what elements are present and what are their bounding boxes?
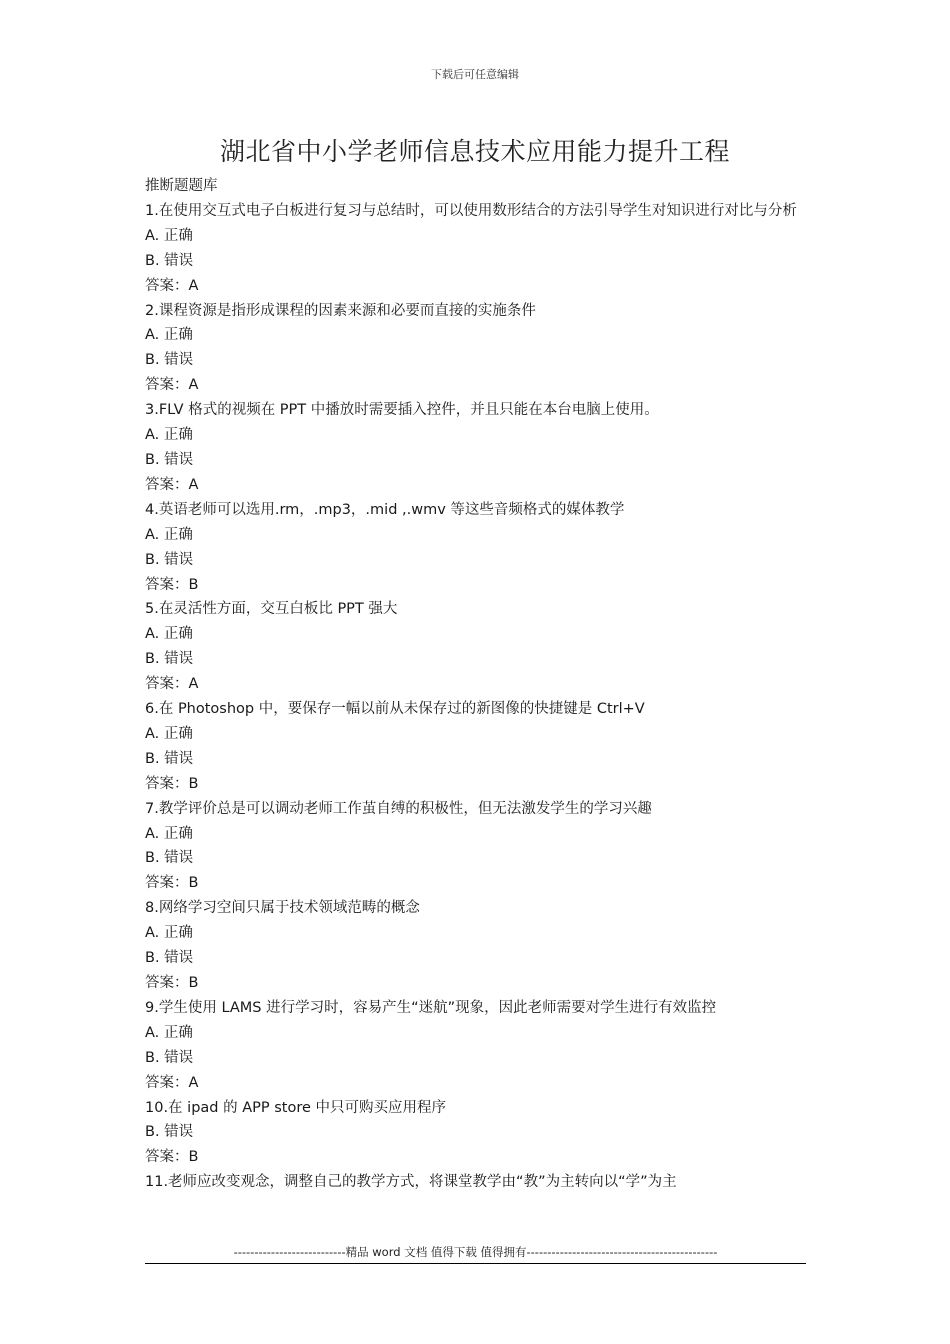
option-b: B. 错误: [145, 950, 194, 967]
answer-line: 答案：B: [145, 875, 199, 892]
option-b: B. 错误: [145, 352, 194, 369]
answer-line: 答案：A: [145, 676, 199, 693]
option-b: B. 错误: [145, 252, 194, 269]
footer-divider: [145, 1263, 806, 1264]
question-text: 1.在使用交互式电子白板进行复习与总结时，可以使用数形结合的方法引导学生对知识进行对比与分析: [145, 202, 797, 219]
option-a: A. 正确: [145, 825, 193, 842]
option-a: A. 正确: [145, 227, 193, 244]
answer-line: 答案：A: [145, 476, 199, 493]
answer-line: 答案：A: [145, 277, 199, 294]
question-text: 7.教学评价总是可以调动老师工作茧自缚的积极性，但无法激发学生的学习兴趣: [145, 800, 652, 817]
question-list: [145, 174, 810, 1195]
answer-line: 答案：A: [145, 1074, 199, 1091]
option-b: B. 错误: [145, 1049, 194, 1066]
answer-line: 答案：B: [145, 576, 199, 593]
option-b: B. 错误: [145, 551, 194, 568]
option-b: B. 错误: [145, 1124, 194, 1141]
question-text: 9.学生使用 LAMS 进行学习时，容易产生“迷航”现象，因此老师需要对学生进行有效监控: [145, 999, 717, 1016]
option-b: B. 错误: [145, 750, 194, 767]
option-a: A. 正确: [145, 327, 193, 344]
document-title: 湖北省中小学老师信息技术应用能力提升工程: [219, 137, 730, 166]
answer-line: 答案：A: [145, 377, 199, 394]
question-text: 2.课程资源是指形成课程的因素来源和必要而直接的实施条件: [145, 302, 536, 319]
option-a: A. 正确: [145, 1024, 193, 1041]
question-text: 5.在灵活性方面，交互白板比 PPT 强大: [145, 601, 398, 618]
option-b: B. 错误: [145, 451, 194, 468]
answer-line: 答案：B: [145, 1149, 199, 1166]
answer-line: 答案：B: [145, 975, 199, 991]
question-text: 3.FLV 格式的视频在 PPT 中播放时需要插入控件，并且只能在本台电脑上使用。: [145, 402, 659, 419]
section-label: 推断题题库: [145, 178, 218, 194]
option-a: A. 正确: [145, 626, 193, 643]
option-a: A. 正确: [145, 526, 193, 543]
page-footer: ---------------------------精品 word 文档 值得下载 值得拥有----------------------------------------------: [233, 1245, 718, 1259]
header-note: 下载后可任意编辑: [431, 68, 519, 81]
answer-line: 答案：B: [145, 775, 199, 792]
option-b: B. 错误: [145, 850, 194, 867]
question-text: 6.在 Photoshop 中，要保存一幅以前从未保存过的新图像的快捷键是 Ctrl+V: [145, 701, 645, 718]
question-text: 4.英语老师可以选用.rm，.mp3，.mid ,.wmv 等这些音频格式的媒体教学: [145, 501, 625, 518]
option-a: A. 正确: [145, 725, 193, 742]
option-a: A. 正确: [145, 427, 193, 444]
option-a: A. 正确: [145, 925, 193, 942]
question-text: 8.网络学习空间只属于技术领域范畴的概念: [145, 900, 420, 917]
question-text: 11.老师应改变观念，调整自己的教学方式，将课堂教学由“教”为主转向以“学”为主: [145, 1174, 677, 1191]
option-b: B. 错误: [145, 651, 194, 668]
question-text: 10.在 ipad 的 APP store 中只可购买应用程序: [145, 1099, 447, 1116]
